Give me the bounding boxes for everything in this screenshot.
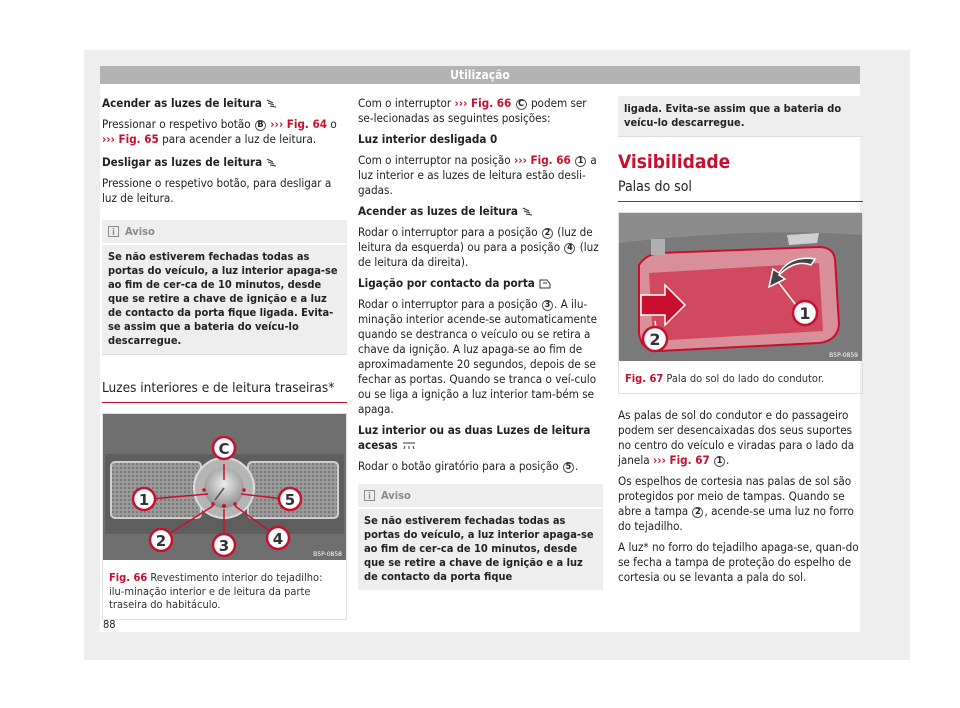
figure-link[interactable]: ››› Fig. 66 [513, 153, 571, 167]
paragraph [358, 459, 603, 474]
sun-visor-illustration [619, 213, 862, 361]
callout-badge: 5 [563, 462, 574, 473]
callout-badge: 4 [564, 243, 575, 254]
callout-4: 4 [272, 530, 284, 548]
heading-reading-lights-on [358, 204, 603, 219]
text: Os espelhos de cortesia nas palas de sol são protegidos por meio de tampas. Quando se abre a tampa [618, 473, 852, 518]
callout-badge: B [255, 120, 266, 131]
paragraph [618, 474, 863, 534]
figure-caption [103, 564, 346, 619]
text: Pressionar o respetivo botão [102, 117, 251, 131]
notice-box [358, 484, 603, 590]
text: Rodar o interruptor para a posição [358, 297, 538, 311]
paragraph [358, 153, 603, 198]
heading-text: Luz interior ou as duas Luzes de leitura acesas [358, 423, 591, 452]
text: Com o interruptor na posição [358, 153, 511, 167]
section-heading: Palas do sol [618, 180, 863, 202]
figure-link[interactable]: ››› Fig. 65 [102, 132, 159, 146]
caption-text: Pala do sol do lado do condutor. [666, 372, 825, 385]
heading-text: Acender as luzes de leitura [102, 96, 262, 110]
column-2 [358, 96, 603, 604]
notice-text: Se não estiverem fechadas todas as portas do veículo, a luz interior apaga-se ao fim de cer-ca de 10 minutos, desde que se retire a chave de ignição e a luz de contacto da porta fique [364, 514, 594, 583]
paragraph: A luz* no forro do tejadilho apaga-se, quan-do se fecha a tampa de proteção do espelho de cortesia ou se levanta a pala do sol. [618, 539, 859, 584]
notice-header [102, 220, 347, 245]
text: (luz de leitura da esquerda) ou para a posição [358, 225, 593, 254]
figure-link[interactable]: ››› Fig. 64 [270, 117, 328, 131]
figure-66 [102, 413, 347, 620]
figure-link[interactable]: ››› Fig. 66 [454, 96, 512, 110]
text: (luz de leitura da direita). [358, 240, 599, 269]
notice-text: ligada. Evita-se assim que a bateria do veícu-lo descarregue. [624, 102, 842, 129]
text: Rodar o interruptor para a posição [358, 225, 538, 239]
heading-door-contact [358, 276, 603, 291]
paragraph: Pressione o respetivo botão, para desligar a luz de leitura. [102, 176, 332, 205]
figure-67 [618, 212, 863, 394]
door-contact-icon [539, 279, 551, 289]
text: para acender a luz de leitura. [162, 132, 317, 146]
figure-caption [619, 365, 862, 393]
chapter-title: Visibilidade [618, 151, 731, 173]
callout-2: 2 [155, 532, 167, 550]
callout-badge: 3 [542, 300, 553, 311]
callout-1: 1 [799, 304, 811, 323]
page-header: Utilização [100, 66, 860, 84]
paragraph [358, 297, 603, 417]
text: Rodar o botão giratório para a posição [358, 459, 559, 473]
column-1 [102, 96, 347, 620]
notice-box-continued [618, 96, 863, 137]
notice-box [102, 220, 347, 355]
figure-label: Fig. 67 [625, 372, 664, 385]
callout-badge: 1 [714, 456, 725, 467]
text: As palas de sol do condutor e do passageiro podem ser desencaixadas dos seus suportes no centro do veículo e viradas para o lado da janela [618, 407, 855, 467]
callout-5: 5 [284, 491, 296, 509]
text: Com o interruptor [358, 96, 452, 110]
section-heading: Luzes interiores e de leitura traseiras* [102, 381, 347, 403]
callout-3: 3 [218, 537, 230, 555]
info-icon [108, 226, 119, 237]
notice-text: Se não estiverem fechadas todas as portas do veículo, a luz interior apaga-se ao fim de cer-ca de 10 minutos, desde que se retire a chave de ignição e a luz de contacto da porta fique ligada. Evita-se assim que a bateria do veícu-lo descarregue. [108, 250, 338, 347]
interior-light-icon [402, 442, 416, 450]
callout-c: C [218, 440, 230, 458]
text: . A ilu-minação interior acende-se automaticamente quando se destranca o veículo ou se retira a chave da ignição. A luz apaga-se ao fim de aproximadamente 20 segundos, depois de se fechar as portas. Quando se tranca o veí-culo ou se liga a ignição a luz interior tam-bém se apaga. [358, 297, 598, 416]
reading-light-icon [266, 158, 280, 167]
callout-badge: 2 [542, 228, 553, 239]
text: . [574, 459, 579, 473]
callout-1: 1 [138, 491, 150, 509]
figure-code: B5P-0859 [829, 352, 858, 359]
heading-text: Ligação por contacto da porta [358, 276, 535, 290]
heading-reading-lights-off [102, 155, 347, 170]
paragraph [618, 408, 863, 468]
text: o [330, 117, 337, 131]
paragraph [358, 96, 603, 126]
callout-badge: 1 [575, 156, 586, 167]
notice-title: Aviso [381, 489, 411, 502]
notice-header [358, 484, 603, 509]
callout-badge: 2 [692, 507, 703, 518]
text: . [726, 452, 730, 467]
text: podem ser se-lecionadas as seguintes posições: [358, 96, 587, 125]
heading-all-lights-on [358, 423, 603, 453]
heading-reading-lights-on [102, 96, 347, 111]
heading-interior-off: Luz interior desligada 0 [358, 132, 498, 146]
heading-text: Acender as luzes de leitura [358, 204, 518, 218]
callout-badge: C [516, 99, 527, 110]
text: a luz interior e as luzes de leitura estão desli-gadas. [358, 153, 597, 197]
figure-code: B5P-0858 [313, 551, 342, 558]
figure-label: Fig. 66 [109, 571, 148, 584]
figure-link[interactable]: ››› Fig. 67 [652, 452, 710, 467]
page-number: 88 [103, 618, 116, 631]
column-3 [618, 96, 863, 591]
notice-title: Aviso [125, 225, 155, 238]
reading-light-icon [522, 207, 536, 216]
ceiling-lights-illustration [103, 414, 346, 560]
callout-2: 2 [649, 330, 661, 349]
paragraph [358, 225, 603, 270]
caption-text: Revestimento interior do tejadilho: ilu-minação interior e de leitura da parte traseira do habitáculo. [109, 571, 323, 611]
info-icon [364, 490, 375, 501]
heading-text: Desligar as luzes de leitura [102, 155, 263, 169]
reading-light-icon [266, 99, 280, 108]
text: , acende-se uma luz no forro do tejadilho. [618, 503, 854, 533]
paragraph [102, 117, 347, 147]
